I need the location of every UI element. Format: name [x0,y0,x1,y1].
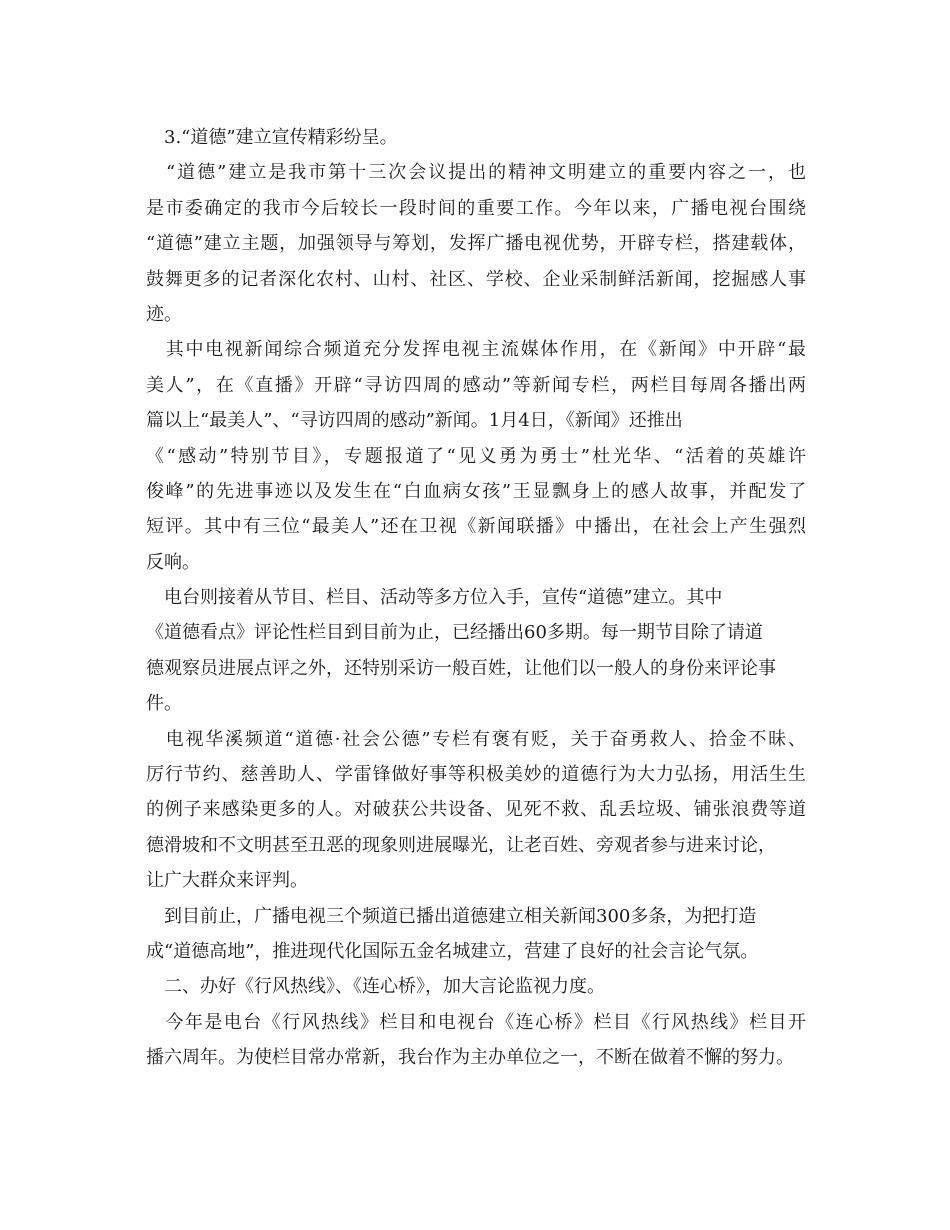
text-line: 厉行节约、慈善助人、学雷锋做好事等积极美妙的道德行为大力弘扬，用活生生 [146,764,806,786]
text-line: 成“道德高地”，推进现代化国际五金名城建立，营建了良好的社会言论气氛。 [146,940,759,962]
text-line: 电视华溪频道“道德·社会公德”专栏有褒有贬，关于奋勇救人、拾金不昧、 [146,728,806,750]
paragraph-heading-two [146,969,806,1004]
text-line: 短评。其中有三位“最美人”还在卫视《新闻联播》中播出，在社会上产生强烈 [146,516,806,538]
text-line: 迹。 [146,303,182,325]
text-line: 美人”，在《直播》开辟“寻访四周的感动”等新闻专栏，两栏目每周各播出两 [146,374,806,396]
text-line: 俊峰”的先进事迹以及发生在“白血病女孩”王显飘身上的感人故事，并配发了 [146,480,806,502]
text-line: 篇以上“最美人”、“寻访四周的感动”新闻。1月4日，《新闻》还推出 [146,410,683,432]
paragraph-tv-news-channel [146,332,806,580]
text-line: 德观察员进展点评之外，还特别采访一般百姓，让他们以一般人的身份来评论事 [146,657,776,679]
text-line: 今年是电台《行风热线》栏目和电视台《连心桥》栏目《行风热线》栏目开 [146,1011,806,1033]
text-line: 其中电视新闻综合频道充分发挥电视主流媒体作用，在《新闻》中开辟“最 [146,339,806,361]
text-line: 二、办好《行风热线》、《连心桥》，加大言论监视力度。 [146,976,605,998]
text-line: 鼓舞更多的记者深化农村、山村、社区、学校、企业采制鲜活新闻，挖掘感人事 [146,268,806,290]
text-line: “道德”建立主题，加强领导与筹划，发挥广播电视优势，开辟专栏，搭建载体， [146,233,806,255]
paragraph-heading-3 [146,120,806,155]
text-line: 3.“道德”建立宣传精彩纷呈。 [146,127,398,148]
paragraph-hotline-anniversary [146,1005,806,1076]
paragraph-news-count [146,899,806,970]
document-body [146,120,806,1076]
text-line: 播六周年。为使栏目常办常新，我台作为主办单位之一，不断在做着不懈的努力。 [146,1047,794,1069]
text-line: 《道德看点》评论性栏目到目前为止，已经播出60多期。每一期节目除了请道 [146,622,763,644]
text-line: 到目前止，广播电视三个频道已播出道德建立相关新闻300多条，为把打造 [146,905,757,927]
text-line: 让广大群众来评判。 [146,870,308,892]
paragraph-moral-construction-intro [146,155,806,332]
paragraph-radio-station [146,580,806,722]
text-line: 《“感动”特别节目》，专题报道了“见义勇为勇士”杜光华、“活着的英雄许 [146,445,806,467]
text-line: 件。 [146,693,182,715]
text-line: 电台则接着从节目、栏目、活动等多方位入手，宣传“道德”建立。其中 [146,587,723,609]
paragraph-huaxi-channel [146,722,806,899]
text-line: 反响。 [146,551,200,573]
text-line: 是市委确定的我市今后较长一段时间的重要工作。今年以来，广播电视台围绕 [146,197,806,219]
text-line: 德滑坡和不文明甚至丑恶的现象则进展曝光，让老百姓、旁观者参与进来讨论， [146,834,776,856]
text-line: “道德”建立是我市第十三次会议提出的精神文明建立的重要内容之一，也 [146,162,806,184]
text-line: 的例子来感染更多的人。对破获公共设备、见死不救、乱丢垃圾、铺张浪费等道 [146,799,806,821]
